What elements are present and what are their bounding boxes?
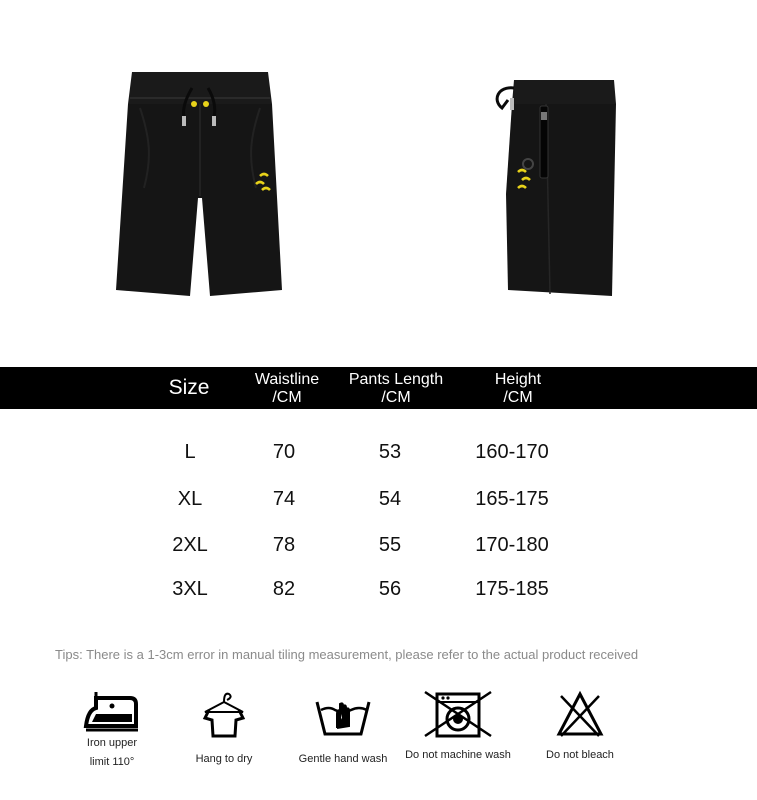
header-waistline-label: Waistline bbox=[254, 371, 320, 388]
header-pants-length-label: Pants Length bbox=[348, 371, 444, 388]
care-item-hang bbox=[186, 688, 262, 769]
care-item-hand-wash bbox=[292, 692, 394, 769]
hanger-icon bbox=[186, 688, 262, 740]
care-label-iron-line2: limit 110° bbox=[89, 756, 135, 768]
header-pants-length bbox=[336, 371, 456, 407]
header-height-label: Height bbox=[494, 371, 542, 388]
cell-waist: 70 bbox=[272, 441, 296, 463]
cell-size: 2XL bbox=[172, 534, 208, 556]
care-label-iron-line1: Iron upper bbox=[86, 737, 138, 749]
cell-length: 53 bbox=[378, 441, 402, 463]
header-waistline-unit: /CM bbox=[272, 389, 302, 406]
cell-length: 56 bbox=[378, 578, 402, 600]
table-row bbox=[0, 530, 757, 560]
care-item-iron bbox=[74, 690, 150, 772]
no-machine-wash-icon bbox=[398, 690, 518, 738]
care-label-no-machine-wash: Do not machine wash bbox=[405, 749, 511, 761]
care-label-hand-wash: Gentle hand wash bbox=[298, 753, 388, 765]
cell-height: 165-175 bbox=[475, 488, 549, 510]
care-label-hang: Hang to dry bbox=[195, 753, 253, 765]
care-item-no-bleach bbox=[538, 690, 622, 765]
cell-waist: 82 bbox=[272, 578, 296, 600]
cell-height: 170-180 bbox=[475, 534, 549, 556]
no-bleach-icon bbox=[538, 690, 622, 738]
size-table-header bbox=[0, 367, 757, 409]
table-row bbox=[0, 574, 757, 604]
hand-wash-icon bbox=[292, 692, 394, 740]
header-height bbox=[468, 371, 568, 407]
cell-size: XL bbox=[177, 488, 203, 510]
care-item-no-machine-wash bbox=[398, 690, 518, 765]
cell-size: L bbox=[184, 441, 196, 463]
header-height-unit: /CM bbox=[503, 389, 533, 406]
cell-height: 175-185 bbox=[475, 578, 549, 600]
header-pants-length-unit: /CM bbox=[381, 389, 411, 406]
iron-icon bbox=[74, 690, 150, 734]
header-size: Size bbox=[168, 376, 210, 399]
table-row bbox=[0, 484, 757, 514]
shorts-front-image bbox=[110, 68, 290, 304]
shorts-side-image bbox=[488, 74, 620, 300]
care-label-no-bleach: Do not bleach bbox=[546, 749, 614, 761]
table-row bbox=[0, 437, 757, 467]
cell-height: 160-170 bbox=[475, 441, 549, 463]
measurement-tips: Tips: There is a 1-3cm error in manual tiling measurement, please refer to the actual product received bbox=[55, 647, 639, 662]
cell-waist: 78 bbox=[272, 534, 296, 556]
header-waistline bbox=[243, 371, 331, 407]
cell-waist: 74 bbox=[272, 488, 296, 510]
cell-length: 55 bbox=[378, 534, 402, 556]
cell-length: 54 bbox=[378, 488, 402, 510]
cell-size: 3XL bbox=[172, 578, 208, 600]
